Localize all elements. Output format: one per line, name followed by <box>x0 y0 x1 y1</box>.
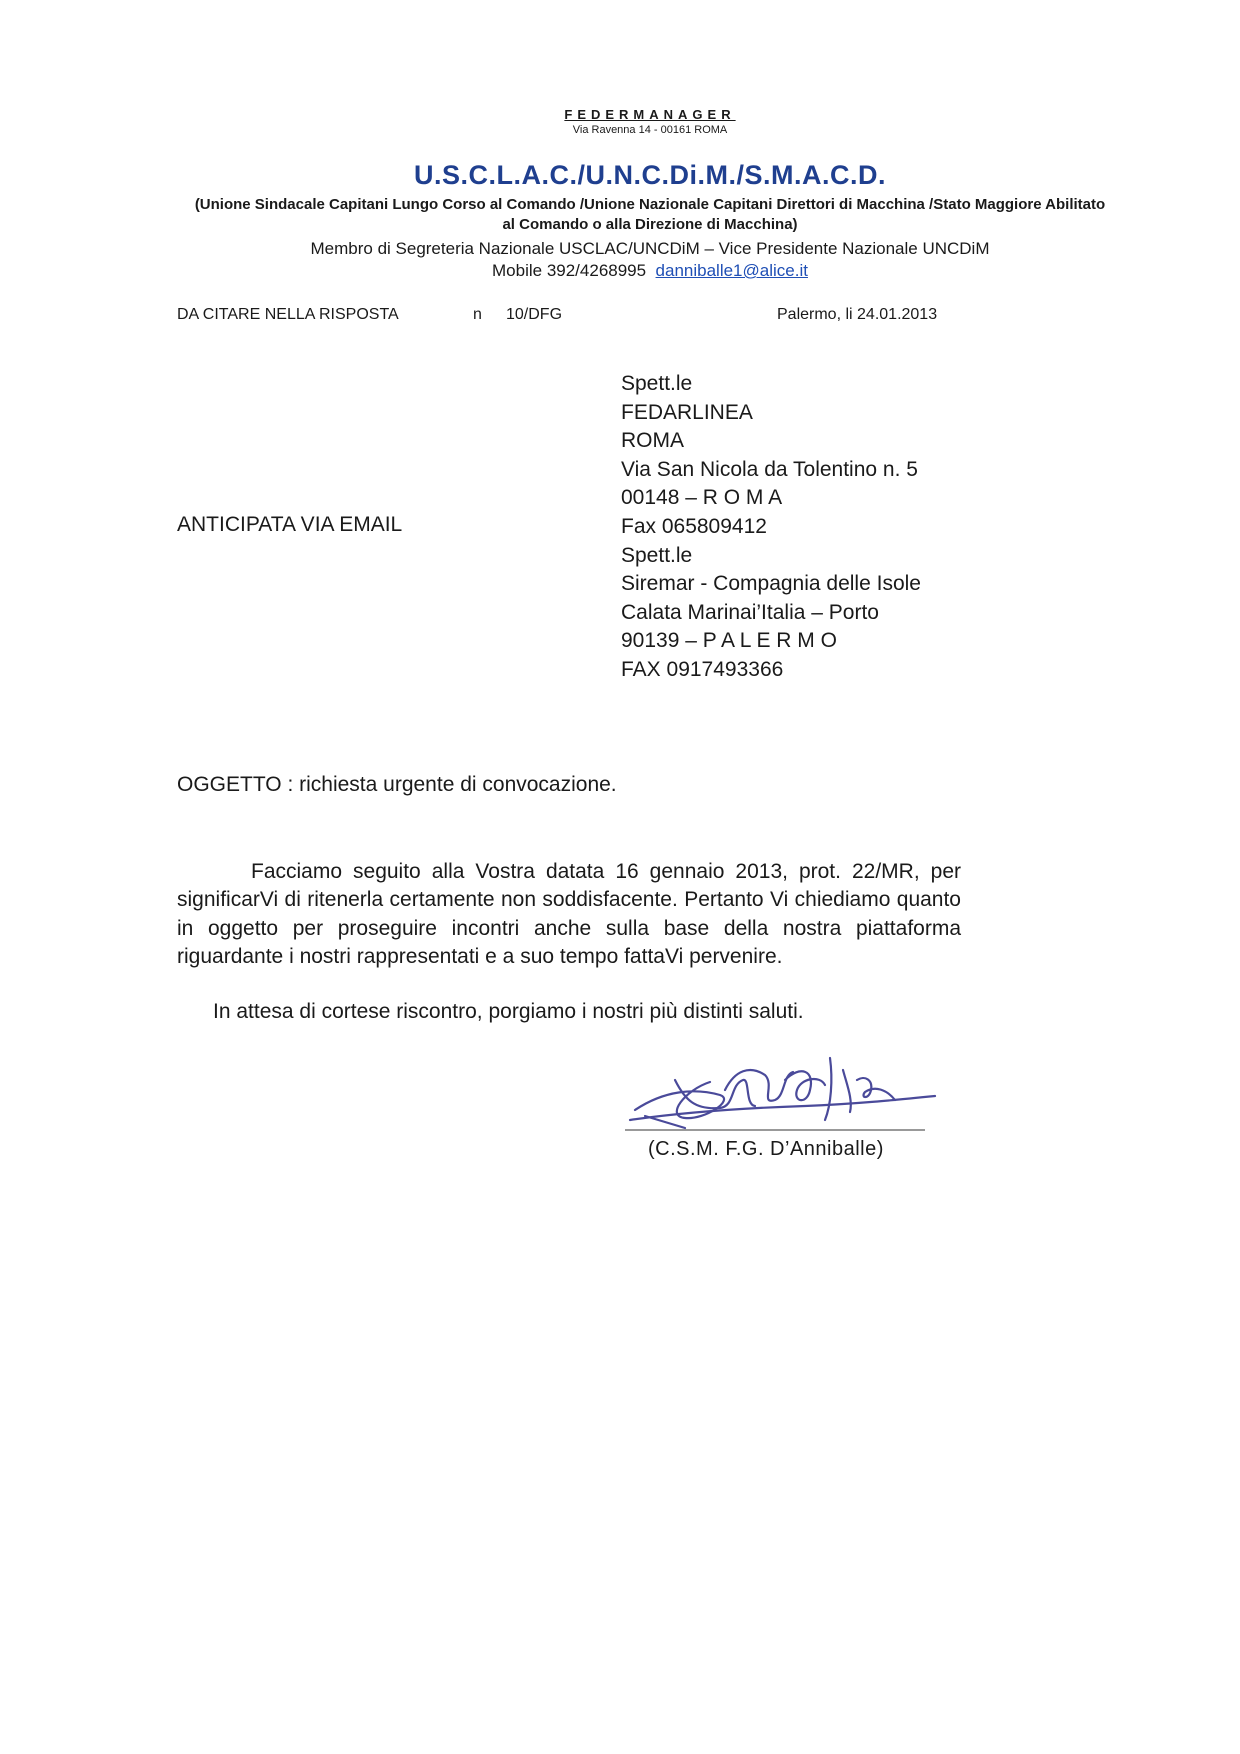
addressee-line: FEDARLINEA <box>621 400 753 424</box>
body-paragraph: Facciamo seguito alla Vostra datata 16 gennaio 2013, prot. 22/MR, per significarVi di ritenerla certamente non soddisfacente. Pertanto Vi chiediamo quanto in oggetto per proseguire incontri anche sulla base della nostra piattaforma riguardante i nostri rappresentati e a suo tempo fattaVi pervenire. <box>177 860 961 969</box>
letter-body <box>177 858 961 972</box>
addressee-line: Fax 065809412 <box>621 514 767 538</box>
contact-line <box>0 261 1240 281</box>
reference-n-label: n <box>473 306 482 323</box>
place-date: Palermo, li 24.01.2013 <box>777 306 938 323</box>
addressee-line: 90139 – P A L E R M O <box>621 629 837 653</box>
addressee-line: ROMA <box>621 429 684 453</box>
addressee-line: FAX 0917493366 <box>621 657 784 681</box>
signature-name: (C.S.M. F.G. D’Anniballe) <box>648 1138 884 1160</box>
reference-label: DA CITARE NELLA RISPOSTA <box>177 306 399 323</box>
handwritten-signature <box>625 1050 945 1150</box>
delivery-note: ANTICIPATA VIA EMAIL <box>177 513 403 536</box>
addressee-line: Siremar - Compagnia delle Isole <box>621 572 921 596</box>
member-line: Membro di Segreteria Nazionale USCLAC/UNCDiM – Vice Presidente Nazionale UNCDiM <box>310 239 990 258</box>
addressee-block <box>621 370 921 685</box>
org-address: Via Ravenna 14 - 00161 ROMA <box>572 124 728 136</box>
addressee-line: Via San Nicola da Tolentino n. 5 <box>621 457 918 481</box>
addressee-line: 00148 – R O M A <box>621 486 783 510</box>
reference-number: 10/DFG <box>506 306 563 323</box>
addressee-line: Calata Marinai’Italia – Porto <box>621 600 879 624</box>
addressee-line: Spett.le <box>621 543 693 567</box>
mobile-number: Mobile 392/4268995 <box>492 261 647 280</box>
org-name: FEDERMANAGER <box>564 107 736 122</box>
email-link[interactable]: danniballe1@alice.it <box>655 261 808 280</box>
subject-line: OGGETTO : richiesta urgente di convocazione. <box>177 773 617 796</box>
closing-paragraph: In attesa di cortese riscontro, porgiamo i nostri più distinti saluti. <box>213 1000 804 1023</box>
union-acronym: U.S.C.L.A.C./U.N.C.Di.M./S.M.A.C.D. <box>413 160 886 190</box>
addressee-line: Spett.le <box>621 372 693 395</box>
union-description: (Unione Sindacale Capitani Lungo Corso al Comando /Unione Nazionale Capitani Direttori di Macchina /Stato Maggiore Abilitato al Comando o alla Direzione di Macchina) <box>194 196 1106 233</box>
